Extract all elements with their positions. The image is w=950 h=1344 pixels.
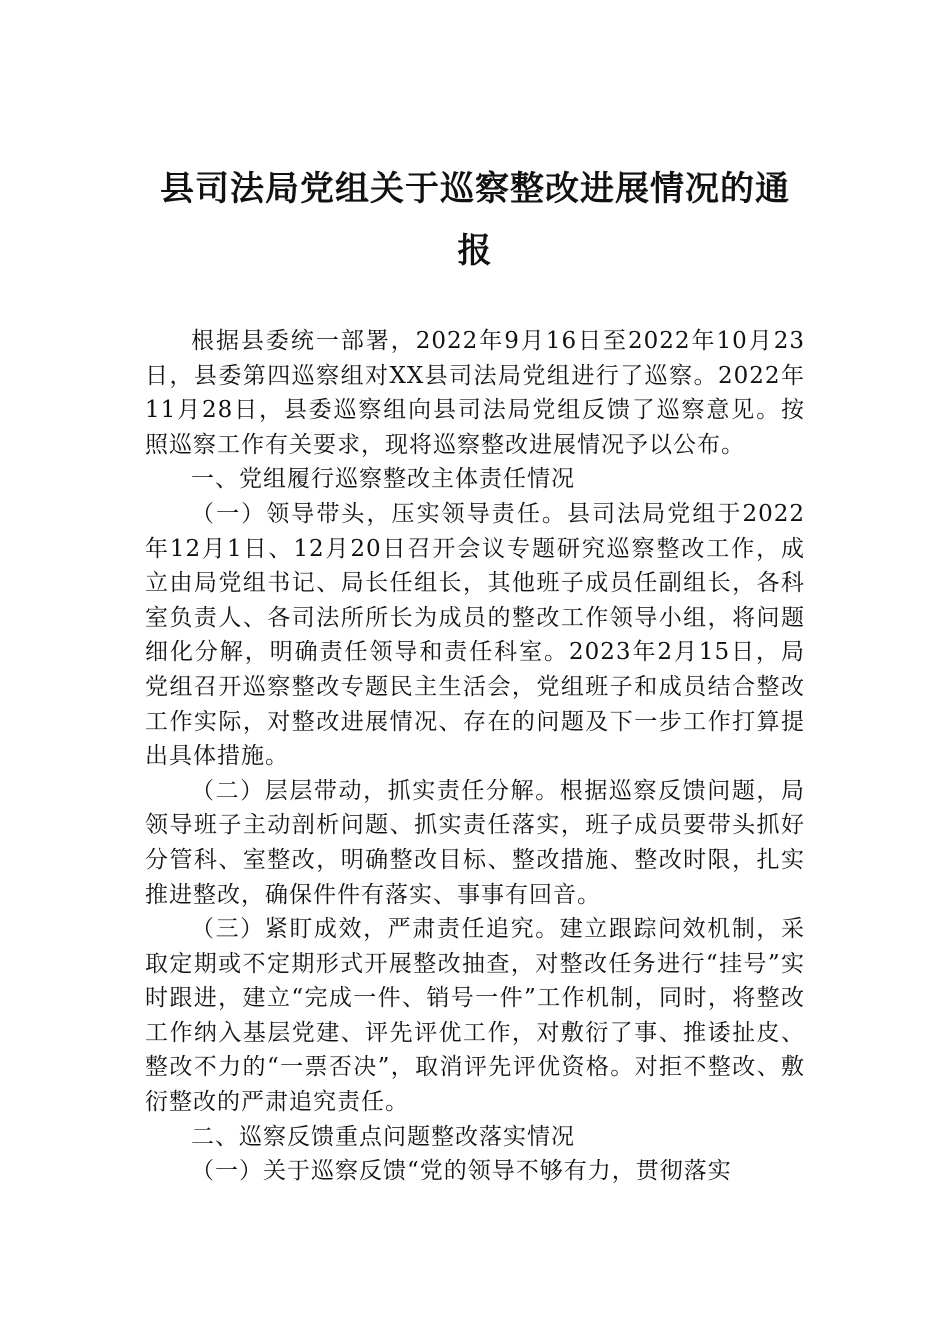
section-2-heading: 二、巡察反馈重点问题整改落实情况 bbox=[191, 1123, 575, 1150]
section-1-heading: 一、党组履行巡察整改主体责任情况 bbox=[191, 466, 575, 493]
section-1-item-1 bbox=[145, 497, 805, 774]
item-3-lead: （三）紧盯成效，严肃责任追究。 bbox=[191, 916, 560, 943]
document-title: 县司法局党组关于巡察整改进展情况的通报 bbox=[160, 169, 790, 271]
item-3-text: 建立跟踪问效机制，采取定期或不定期形式开展整改抽查，对整改任务进行“挂号”实时跟进，建立“完成一件、销号一件”工作机制，同时，将整改工作纳入基层党建、评先评优工作，对敷衍了事、推诿扯皮、整改不力的“一票否决”，取消评先评优资格。对拒不整改、敷衍整改的严肃追究责任。 bbox=[145, 916, 806, 1116]
item-1-text: 县司法局党组于2022年12月1日、12月20日召开会议专题研究巡察整改工作，成立由局党组书记、局长任组长，其他班子成员任副组长，各科室负责人、各司法所所长为成员的整改工作领导小组，将问题细化分解，明确责任领导和责任科室。2023年2月15日，局党组召开巡察整改专题民主生活会，党组班子和成员结合整改工作实际，对整改进展情况、存在的问题及下一步工作打算提出具体措施。 bbox=[145, 500, 805, 770]
item-1-lead: （一）领导带头，压实领导责任。 bbox=[191, 500, 567, 527]
item-2-text: 根据巡察反馈问题，局领导班子主动剖析问题、抓实责任落实，班子成员要带头抓好分管科、室整改，明确整改目标、整改措施、整改时限，扎实推进整改，确保件件有落实、事事有回音。 bbox=[145, 777, 806, 908]
section-1-item-3 bbox=[145, 912, 805, 1120]
document-body bbox=[145, 324, 805, 1189]
section-1-item-2 bbox=[145, 774, 805, 912]
item-2-lead: （二）层层带动，抓实责任分解。 bbox=[191, 777, 560, 804]
section-2-first-line: （一）关于巡察反馈“党的领导不够有力，贯彻落实 bbox=[191, 1158, 732, 1185]
intro-paragraph: 根据县委统一部署，2022年9月16日至2022年10月23日，县委第四巡察组对XX县司法局党组进行了巡察。2022年11月28日，县委巡察组向县司法局党组反馈了巡察意见。按照巡察工作有关要求，现将巡察整改进展情况予以公布。 bbox=[145, 328, 805, 458]
